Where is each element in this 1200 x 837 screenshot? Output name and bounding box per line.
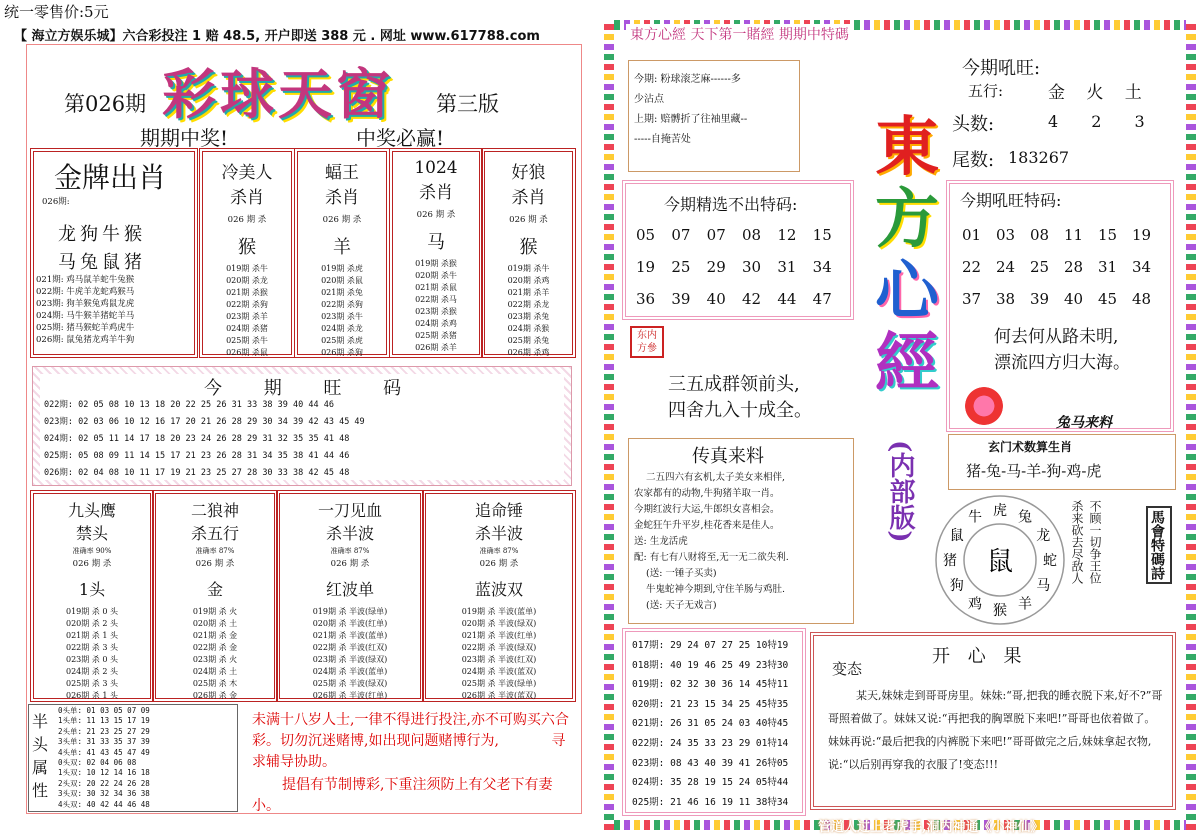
xm-list: 猪-兔-马-羊-狗-鸡-虎 (966, 462, 1102, 480)
half-row: 1头双: 10 12 14 16 18 (58, 768, 150, 778)
bottom-answer: 红波单 (325, 580, 374, 599)
tema-row: 024期: 35 28 19 15 24 05特44 (632, 777, 789, 789)
kill-row: 023期 杀羊 (226, 312, 268, 321)
bottom-rate: 准确率 90% (72, 547, 112, 555)
edition-label: 第三版 (436, 92, 499, 116)
gold-history-row: 022期: 牛虎羊龙蛇鸡猴马 (36, 287, 135, 297)
kill-subtitle: 杀肖 (230, 188, 264, 208)
big-title-char: 心 (875, 254, 939, 329)
big-title-char: 經 (875, 326, 939, 401)
hw-num: 22 (962, 258, 982, 276)
hw-num: 03 (996, 226, 1016, 244)
bottom-title: 二狼神 (190, 501, 239, 520)
kill-row: 021期 杀兔 (321, 288, 363, 297)
gold-issue: 026期: (42, 197, 70, 207)
big-title-char: 東 (875, 110, 939, 185)
price-label: 统一零售价:5元 (4, 3, 109, 21)
bottom-row: 019期 杀 半波(绿单) (312, 607, 388, 616)
tema-row: 020期: 21 23 15 34 25 45特35 (632, 698, 789, 710)
jx-num: 42 (741, 290, 762, 308)
kill-row: 024期 杀龙 (321, 324, 363, 333)
kill-row: 020期 杀鸡 (507, 276, 550, 285)
bottom-row: 020期 杀 2 头 (66, 619, 118, 628)
hw-num: 11 (1064, 226, 1084, 244)
wheel-label: 虎 (993, 503, 1007, 519)
wang-row: 026期: 02 04 08 10 11 17 19 21 23 25 27 28 30 33 38 42 45 48 (44, 468, 350, 478)
bottom-row: 022期 杀 金 (192, 643, 238, 652)
hw-num: 31 (1098, 258, 1118, 276)
kill-col-1 (203, 158, 291, 359)
fax-line: 送: 生龙活虎 (634, 536, 688, 547)
poem2-line: 四舍九入十成全。 (668, 400, 812, 421)
bottom-row: 024期 杀 土 (192, 667, 238, 676)
kill-row: 021期 杀羊 (507, 288, 550, 297)
neibu-label: (内部版) (885, 440, 915, 543)
fax-line: 牛鬼蛇神今期到,守住羊肠与鸡肚. (646, 584, 786, 595)
bottom-issue: 026 期 杀 (72, 559, 112, 569)
xm-title: 玄门术数算生肖 (988, 440, 1073, 454)
half-row: 0头单: 01 03 05 07 09 (58, 706, 150, 715)
kill-subtitle: 杀肖 (511, 188, 546, 208)
hong-wx: 金 火 土 (1048, 83, 1150, 103)
kill-row: 022期 杀马 (415, 295, 457, 304)
fax-line: 今期红波行大运,牛郎织女喜相会。 (634, 504, 780, 515)
hong-ts-label: 头数: (952, 114, 995, 135)
bottom-answer: 金 (206, 580, 223, 599)
bottom-rate: 准确率 87% (479, 547, 519, 555)
tema-row: 019期: 02 32 30 36 14 45特11 (632, 679, 789, 691)
hw-num: 45 (1098, 290, 1118, 308)
jx-num: 34 (812, 258, 832, 276)
jx-num: 40 (706, 290, 726, 308)
zodiac-wheel (930, 490, 1070, 630)
kill-subtitle: 杀肖 (325, 188, 359, 208)
hw-num: 48 (1132, 290, 1152, 308)
hw-num: 34 (1132, 258, 1152, 276)
kill-issue: 026 期 杀 (416, 210, 456, 220)
bottom-row: 019期 杀 火 (192, 607, 238, 616)
poem2-line: 三五成群领前头, (668, 374, 800, 395)
jx-title: 今期精选不出特码: (664, 195, 798, 214)
jx-num: 19 (636, 258, 656, 276)
notice-line-1b: 寻求辅导协助。 (252, 733, 566, 770)
kill-row: 023期 杀猴 (415, 307, 457, 316)
fax-title: 传真来料 (692, 446, 764, 467)
jx-num: 15 (812, 226, 832, 244)
wang-rows (44, 397, 365, 482)
jx-num: 30 (741, 258, 762, 276)
kill-row: 026期 杀羊 (415, 343, 457, 352)
kill-answer: 马 (427, 232, 445, 253)
jx-num: 47 (812, 290, 832, 308)
half-row: 4头双: 40 42 44 46 48 (58, 799, 150, 809)
bottom-row: 025期 杀 3 头 (66, 679, 118, 688)
bottom-issue: 026 期 杀 (195, 559, 235, 569)
jx-grid (636, 226, 848, 308)
bottom-row: 026期 杀 金 (192, 691, 238, 700)
slogan-2: 中奖必赢! (356, 126, 445, 150)
notice-line-1: 未满十八岁人士,一律不得进行投注,亦不可购买六合彩。切勿沉迷赌博,如出现问题赌博行为, (252, 712, 569, 749)
bottom-row: 020期 杀 土 (192, 619, 238, 628)
kx-sub: 变态 (832, 660, 863, 678)
jx-num: 29 (706, 258, 726, 276)
jx-num: 31 (777, 258, 797, 276)
riddle-line: -----自掩苦处 (634, 134, 691, 145)
half-row: 0头双: 02 04 06 08 (58, 758, 137, 768)
kill-row: 025期 杀虎 (321, 336, 363, 345)
gold-line1: 龙狗牛猴 (58, 224, 146, 245)
big-title-char: 方 (875, 182, 939, 257)
vert-verse: 杀来砍去尽敌人 (1070, 500, 1084, 584)
bottom-col-3 (280, 498, 420, 702)
wang-row: 025期: 05 08 09 11 14 15 17 21 23 26 28 31 34 35 38 41 44 46 (44, 451, 350, 461)
kill-row: 019期 杀牛 (226, 264, 268, 273)
bottom-row: 025期 杀 木 (192, 679, 238, 688)
bottom-row: 025期 杀 半波(绿单) (461, 679, 537, 688)
kill-row: 019期 杀虎 (321, 264, 363, 273)
tema-list (632, 636, 788, 812)
bottom-answer: 蓝波双 (474, 580, 523, 599)
bottom-row: 021期 杀 半波(蓝单) (312, 631, 388, 640)
kill-issue: 026 期 杀 (509, 215, 548, 225)
bottom-row: 021期 杀 半波(红单) (461, 631, 537, 640)
half-row: 3头单: 31 33 35 37 39 (58, 737, 150, 747)
half-row: 2头双: 20 22 24 26 28 (58, 778, 150, 788)
bottom-rate: 准确率 87% (195, 547, 235, 555)
notice-text (252, 710, 574, 817)
half-row: 3头双: 30 32 34 36 38 (58, 789, 150, 799)
tema-row: 017期: 29 24 07 27 25 10特19 (632, 640, 789, 651)
kill-row: 020期 杀鼠 (321, 276, 363, 285)
hong-title: 今期吼旺: (962, 58, 1041, 79)
fax-lines (634, 470, 789, 614)
half-label (32, 710, 52, 802)
wang-row: 022期: 02 05 08 10 13 18 20 22 25 26 31 33 38 39 40 44 46 (44, 400, 334, 410)
half-label-char: 性 (32, 781, 49, 800)
kill-col-3 (393, 158, 479, 354)
wang-row: 023期: 02 03 06 10 12 16 17 20 21 26 28 29 30 34 39 42 43 45 49 (44, 417, 365, 427)
jx-num: 05 (636, 226, 656, 244)
gold-line2: 马兔鼠猪 (58, 252, 146, 273)
bottom-row: 022期 杀 3 头 (66, 643, 118, 652)
bottom-title: 一刀见血 (317, 501, 382, 520)
border-right (1186, 20, 1196, 830)
bottom-row: 022期 杀 半波(红双) (312, 643, 388, 652)
hong-ws: 183267 (1008, 148, 1070, 167)
hw-grid (962, 226, 1166, 308)
hong-ws-label: 尾数: (952, 150, 995, 171)
bottom-row: 023期 杀 半波(红双) (461, 655, 537, 664)
border-left (604, 20, 614, 830)
kill-col-4 (485, 158, 572, 359)
bottom-col-2 (156, 498, 274, 702)
bottom-answer: 1头 (78, 580, 106, 599)
kill-row: 026期 杀狗 (321, 348, 363, 357)
bottom-row: 023期 杀 火 (192, 655, 238, 664)
bottom-col-4 (426, 498, 572, 702)
kill-row: 025期 杀猪 (415, 331, 457, 340)
slogan-1: 期期中奖! (140, 126, 229, 150)
wheel-label: 羊 (1018, 596, 1032, 613)
bottom-col-1 (34, 498, 150, 702)
bottom-subtitle: 杀五行 (190, 524, 239, 543)
tema-row: 025期: 21 46 16 19 11 38特34 (632, 796, 789, 808)
kill-row: 019期 杀猴 (415, 259, 457, 268)
kill-row: 021期 杀鼠 (415, 283, 457, 292)
kill-title: 蝠王 (325, 163, 359, 183)
bottom-rate: 准确率 87% (330, 547, 370, 555)
hong-panel (948, 48, 1176, 172)
jx-num: 08 (741, 226, 762, 244)
half-rows (58, 706, 150, 810)
bottom-row: 024期 杀 半波(蓝双) (461, 667, 537, 676)
big-title (862, 112, 952, 400)
gold-history-row: 026期: 鼠兔猪龙鸡羊牛狗 (36, 335, 135, 345)
kx-title: 开 心 果 (932, 646, 1028, 667)
kill-row: 023期 杀牛 (321, 312, 363, 321)
hong-ts: 4 2 3 (1048, 112, 1159, 131)
bottom-title: 追命锤 (474, 501, 523, 520)
bottom-row: 021期 杀 金 (192, 631, 238, 640)
fax-line: 金蛇狂午升平岁,桂花香来是佳人。 (634, 520, 780, 531)
hw-num: 28 (1064, 258, 1084, 276)
bottom-row: 026期 杀 半波(蓝双) (461, 691, 537, 700)
poem1 (994, 324, 1130, 376)
kill-issue: 026 期 杀 (322, 215, 362, 225)
wheel-label: 猴 (993, 603, 1007, 619)
hw-num: 25 (1030, 258, 1050, 276)
kill-row: 023期 杀兔 (507, 312, 550, 321)
wheel-center-label: 鼠 (986, 547, 1014, 577)
hw-title: 今期吼旺特码: (960, 191, 1062, 210)
mahui-label: 馬會特碼詩 (1146, 506, 1172, 584)
bottom-row: 019期 杀 半波(蓝单) (461, 607, 537, 616)
wheel-label: 牛 (968, 509, 982, 526)
hw-num: 40 (1064, 290, 1084, 308)
bottom-issue: 026 期 杀 (479, 559, 519, 569)
kill-row: 019期 杀牛 (507, 264, 550, 273)
jx-num: 25 (671, 258, 691, 276)
jx-num: 39 (671, 290, 691, 308)
kill-row: 024期 杀猪 (226, 324, 268, 333)
fax-line: 配: 有七有八财将至,无一无二欲失利. (634, 552, 789, 563)
tiger-icon (958, 384, 1010, 428)
jx-num: 44 (777, 290, 797, 308)
bottom-title: 九头鹰 (67, 501, 116, 520)
kill-title: 好狼 (511, 163, 546, 183)
bottom-row: 020期 杀 半波(绿双) (461, 619, 537, 628)
tema-row: 022期: 24 35 33 23 29 01特14 (632, 737, 789, 749)
fax-line: 二五四六有玄机,太子美女来相伴, (646, 472, 786, 483)
kill-row: 020期 杀龙 (226, 276, 268, 285)
issue-title: 第026期 (64, 92, 147, 116)
fax-line: 农家都有的动物,牛狗猪羊取一肖。 (634, 488, 780, 499)
kill-answer: 猴 (238, 237, 256, 258)
kill-answer: 羊 (333, 237, 351, 258)
kx-body: 某天,妹妹走到哥哥房里。妹妹:“哥,把我的睡衣脱下来,好不?”哥哥照着做了。妹妹又说:“再把我的胸罩脱下来吧!”哥哥也依着做了。妹妹再说:“最后把我的内裤脱下来吧!”哥哥做完之后,妹妹拿起衣物,说:“以后别再穿我的衣服了!变态!!! (828, 689, 1163, 771)
jx-num: 07 (706, 226, 726, 244)
bottom-row: 026期 杀 半波(红单) (312, 691, 388, 700)
bottom-row: 025期 杀 半波(绿双) (312, 679, 388, 688)
right-header: 東方心經 天下第一賭經 期期中特碼 (626, 24, 853, 44)
wang-row: 024期: 02 05 11 14 17 18 20 23 24 26 28 29 31 32 35 35 41 48 (44, 434, 350, 444)
hw-num: 37 (962, 290, 982, 308)
riddle-line: 上期: 赔髆折了往袖里藏-- (634, 114, 748, 125)
bottom-subtitle: 禁头 (75, 524, 108, 543)
poem1-line: 何去何从路未明, (994, 327, 1119, 347)
kill-row: 026期 杀鸡 (507, 348, 550, 357)
kill-row: 022期 杀狗 (226, 300, 268, 309)
hong-wx-label: 五行: (968, 82, 1004, 100)
kill-row: 024期 杀鸡 (415, 319, 457, 328)
wheel-label: 猪 (943, 553, 957, 569)
jx-num: 07 (671, 226, 691, 244)
wheel-label: 蛇 (1043, 553, 1057, 569)
riddle-line: 少沾点 (634, 94, 664, 105)
wheel-label: 鼠 (949, 528, 964, 544)
bottom-subtitle: 杀半波 (325, 524, 374, 543)
fax-line: (送: 一锤子买卖) (646, 568, 717, 579)
kill-col-2 (298, 158, 386, 359)
bottom-row: 021期 杀 1 头 (66, 631, 118, 640)
half-row: 2头单: 21 23 25 27 29 (58, 726, 150, 736)
kill-issue: 026 期 杀 (227, 215, 267, 225)
wheel-label: 狗 (949, 578, 964, 594)
notice-line-2: 提倡有节制博彩,下重注须防上有父老下有妻小。 (252, 777, 553, 814)
riddle-line: 今期: 粉球滚芝麻------多 (634, 74, 741, 85)
hw-num: 15 (1098, 226, 1118, 244)
tema-row: 023期: 08 43 40 39 41 26特05 (632, 757, 789, 769)
kill-row: 024期 杀猴 (507, 324, 550, 333)
kill-title: 冷美人 (221, 163, 273, 183)
bottom-issue: 026 期 杀 (330, 559, 370, 569)
half-label-char: 头 (32, 735, 49, 754)
hw-num: 08 (1030, 226, 1050, 244)
kill-row: 022期 杀龙 (507, 300, 550, 309)
fax-line: (送: 天子无戏言) (646, 600, 717, 611)
logo-title: 彩球天窗 (162, 62, 394, 126)
wheel-label: 兔 (1018, 509, 1032, 526)
half-label-char: 半 (32, 712, 49, 731)
jx-num: 36 (636, 290, 656, 308)
bottom-row: 019期 杀 0 头 (66, 607, 118, 616)
gold-history-row: 025期: 猪马猴蛇羊鸡虎牛 (36, 323, 135, 333)
kill-answer: 猴 (519, 237, 538, 258)
footer-text: 管道人过上老虎手,洞内神通《小神仙》 (818, 820, 1044, 835)
kill-row: 021期 杀猴 (226, 288, 268, 297)
bottom-row: 023期 杀 0 头 (66, 655, 118, 664)
gold-title: 金牌出肖 (54, 161, 167, 194)
wheel-label: 龙 (1036, 528, 1051, 544)
tuma-label: 兔马来料 (1056, 415, 1112, 431)
vert-verse: 不顾一切争王位 (1088, 500, 1102, 584)
gold-history-row: 021期: 鸡马鼠羊蛇牛兔猴 (36, 275, 135, 285)
bottom-row: 020期 杀 半波(红单) (312, 619, 388, 628)
half-row: 1头单: 11 13 15 17 19 (58, 716, 150, 726)
hw-num: 24 (996, 258, 1016, 276)
bottom-row: 022期 杀 半波(绿双) (461, 643, 537, 652)
bottom-row: 023期 杀 半波(绿双) (312, 655, 388, 664)
hw-num: 19 (1132, 226, 1152, 244)
poem2 (668, 372, 812, 424)
tema-row: 018期: 40 19 46 25 49 23特30 (632, 659, 789, 671)
kill-subtitle: 杀肖 (419, 183, 453, 203)
gold-history-row: 023期: 狗羊猴兔鸡鼠龙虎 (36, 299, 135, 309)
poem1-line: 漂流四方归大海。 (994, 353, 1130, 373)
half-row: 4头单: 41 43 45 47 49 (58, 747, 150, 757)
kill-row: 026期 杀鼠 (226, 348, 268, 357)
bottom-row: 026期 杀 1 头 (66, 691, 118, 700)
bottom-subtitle: 杀半波 (474, 524, 523, 543)
wheel-label: 马 (1036, 578, 1051, 594)
hw-num: 39 (1030, 290, 1050, 308)
riddle-text (634, 70, 747, 150)
gold-history-row: 024期: 马牛猴羊猪蛇羊马 (36, 311, 135, 321)
gold-history (36, 274, 134, 346)
wheel-label: 鸡 (968, 596, 982, 613)
ad-banner[interactable]: 【 海立方娱乐城】六合彩投注 1 赔 48.5, 开户即送 388 元 . 网址 www.617788.com (14, 29, 540, 44)
wang-title: 今 期 旺 码 (204, 378, 420, 399)
kill-title: 1024 (414, 158, 458, 178)
jx-num: 12 (777, 226, 797, 244)
stamp-box: 东内方參 (630, 326, 664, 358)
bottom-row: 024期 杀 2 头 (66, 667, 118, 676)
hw-num: 38 (996, 290, 1016, 308)
hw-num: 01 (962, 226, 982, 244)
kill-row: 025期 杀牛 (226, 336, 268, 345)
kill-row: 020期 杀牛 (415, 271, 457, 280)
vert-verses (1070, 500, 1102, 584)
kill-row: 025期 杀兔 (507, 336, 550, 345)
bottom-row: 024期 杀 半波(蓝单) (312, 667, 388, 676)
half-label-char: 属 (32, 758, 49, 777)
kill-row: 022期 杀狗 (321, 300, 363, 309)
tema-row: 021期: 26 31 05 24 03 40特45 (632, 718, 789, 730)
